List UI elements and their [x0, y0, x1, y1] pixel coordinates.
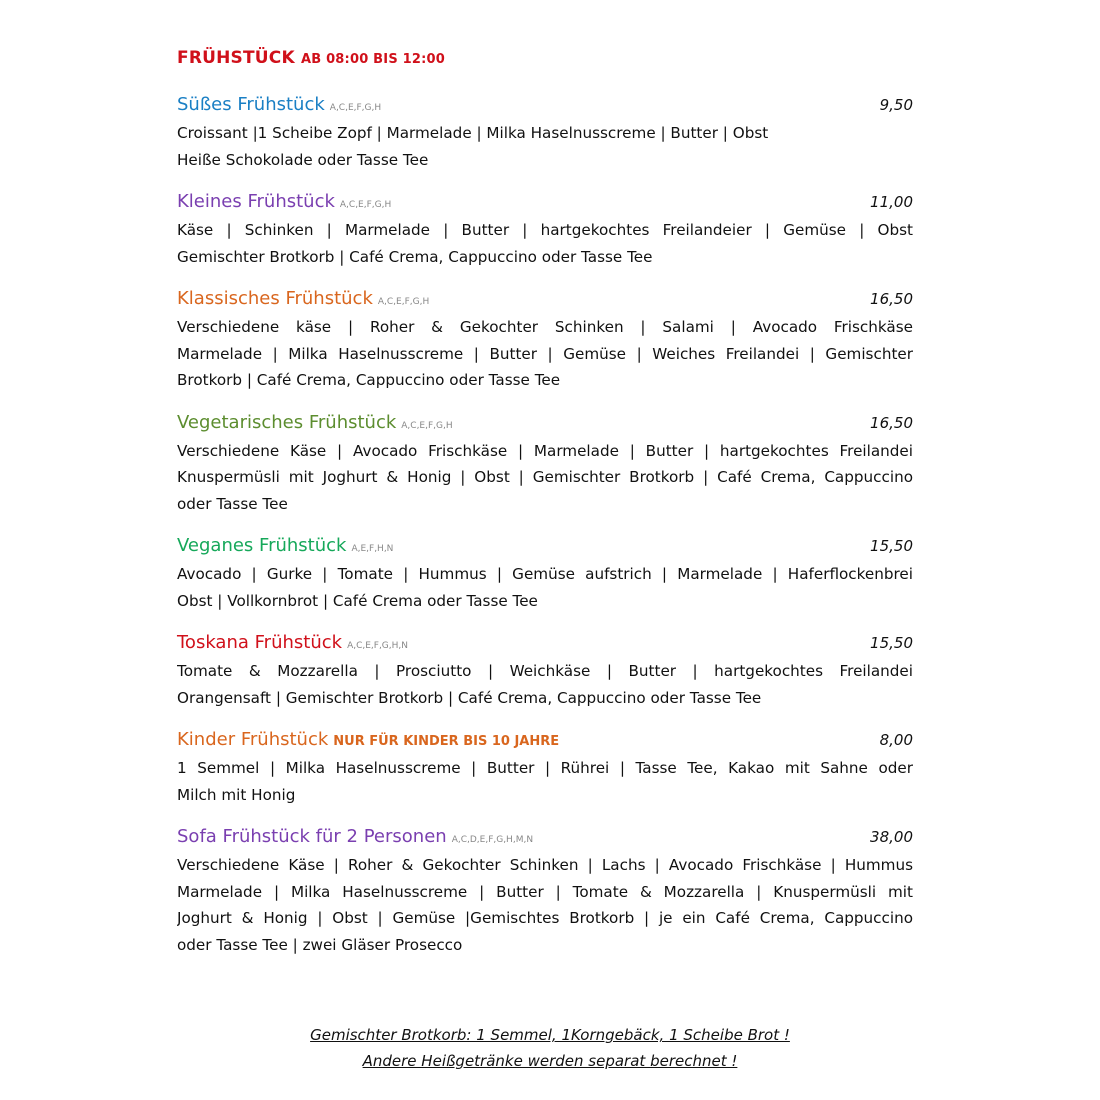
menu-item-name: Toskana Frühstück — [177, 632, 343, 653]
menu-item-kinder-fruehstueck — [177, 729, 913, 808]
menu-item-allergens: A,E,F,H,N — [351, 544, 394, 554]
menu-item-description — [177, 438, 913, 518]
description-line: Milch mit Honig — [177, 785, 296, 804]
description-line: oder Tasse Tee — [177, 494, 288, 513]
menu-footer — [0, 1022, 1100, 1074]
description-line: Croissant |1 Scheibe Zopf | Marmelade | Milka Haselnusscreme | Butter | Obst — [177, 124, 769, 142]
menu-item-title — [177, 826, 533, 847]
menu-item-kleines-fruehstueck — [177, 191, 913, 270]
menu-item-suesses-fruehstueck — [177, 94, 913, 173]
menu-item-description — [177, 561, 913, 614]
description-line: Avocado | Gurke | Tomate | Hummus | Gemüse aufstrich | Marmelade | Haferflockenbrei — [177, 565, 913, 583]
menu-item-name: Sofa Frühstück für 2 Personen — [177, 826, 447, 847]
menu-item-price: 15,50 — [870, 634, 913, 652]
menu-item-age-note: NUR FÜR KINDER BIS 10 JAHRE — [333, 734, 560, 749]
description-line: Obst | Vollkornbrot | Café Crema oder Tasse Tee — [177, 591, 538, 610]
description-line: Verschiedene käse | Roher & Gekochter Schinken | Salami | Avocado Frischkäse — [177, 318, 913, 336]
description-line: Knuspermüsli mit Joghurt & Honig | Obst | Gemischter Brotkorb | Café Crema, Cappuccino — [177, 468, 913, 486]
menu-item-price: 8,00 — [879, 731, 913, 749]
menu-item-name: Veganes Frühstück — [177, 535, 347, 556]
menu-item-price: 9,50 — [879, 96, 913, 114]
description-line: Marmelade | Milka Haselnusscreme | Butter | Gemüse | Weiches Freilandei | Gemischter — [177, 344, 913, 363]
description-line: Brotkorb | Café Crema, Cappuccino oder Tasse Tee — [177, 371, 561, 389]
description-line: oder Tasse Tee | zwei Gläser Prosecco — [177, 935, 463, 954]
description-line: Gemischter Brotkorb | Café Crema, Cappuccino oder Tasse Tee — [177, 247, 653, 266]
description-line: Orangensaft | Gemischter Brotkorb | Café Crema, Cappuccino oder Tasse Tee — [177, 688, 762, 707]
menu-item-name: Kleines Frühstück — [177, 191, 335, 212]
footer-bread-basket-note: Gemischter Brotkorb: 1 Semmel, 1Korngebäck, 1 Scheibe Brot ! — [310, 1026, 790, 1044]
menu-item-price: 16,50 — [870, 290, 913, 308]
menu-item-description — [177, 852, 913, 958]
menu-item-toskana-fruehstueck — [177, 632, 913, 711]
description-line: Joghurt & Honig | Obst | Gemüse |Gemischtes Brotkorb | je ein Café Crema, Cappuccino — [177, 909, 913, 927]
menu-item-name: Klassisches Frühstück — [177, 288, 373, 309]
menu-item-header — [177, 632, 913, 658]
menu-item-header — [177, 729, 913, 755]
menu-item-name: Kinder Frühstück — [177, 729, 329, 750]
menu-item-allergens: A,C,E,F,G,H,N — [347, 641, 409, 651]
menu-item-description — [177, 755, 913, 808]
menu-item-allergens: A,C,E,F,G,H — [377, 297, 430, 307]
menu-item-header — [177, 191, 913, 217]
description-line: Verschiedene Käse | Roher & Gekochter Schinken | Lachs | Avocado Frischkäse | Hummus — [177, 856, 913, 874]
menu-item-veganes-fruehstueck — [177, 535, 913, 614]
description-line: Heiße Schokolade oder Tasse Tee — [177, 150, 429, 169]
menu-item-description — [177, 217, 913, 270]
footer-hot-drinks-note: Andere Heißgetränke werden separat berechnet ! — [362, 1052, 738, 1070]
menu-item-klassisches-fruehstueck — [177, 288, 913, 394]
menu-item-description — [177, 658, 913, 711]
menu-item-title — [177, 94, 381, 115]
menu-item-title — [177, 632, 408, 653]
menu-item-description — [177, 314, 913, 394]
menu-item-header — [177, 288, 913, 314]
menu-item-description — [177, 120, 913, 173]
description-line: Käse | Schinken | Marmelade | Butter | hartgekochtes Freilandeier | Gemüse | Obst — [177, 221, 913, 239]
menu-item-title — [177, 412, 453, 433]
menu-item-price: 15,50 — [870, 537, 913, 555]
menu-item-sofa-fruehstueck — [177, 826, 913, 958]
description-line: Marmelade | Milka Haselnusscreme | Butter | Tomate & Mozzarella | Knuspermüsli mit — [177, 882, 913, 901]
menu-item-allergens: A,C,E,F,G,H — [339, 200, 392, 210]
description-line: Verschiedene Käse | Avocado Frischkäse | Marmelade | Butter | hartgekochtes Freilandei — [177, 441, 913, 460]
menu-item-vegetarisches-fruehstueck — [177, 412, 913, 518]
menu-item-allergens: A,C,E,F,G,H — [329, 103, 382, 113]
menu-title — [177, 48, 913, 68]
menu-item-title — [177, 288, 429, 309]
menu-item-allergens: A,C,D,E,F,G,H,M,N — [451, 835, 534, 845]
menu-item-allergens: A,C,E,F,G,H — [401, 420, 453, 431]
menu-item-price: 16,50 — [870, 413, 913, 432]
menu-item-name: Süßes Frühstück — [177, 94, 325, 115]
menu-item-header — [177, 412, 913, 438]
menu-item-header — [177, 826, 913, 852]
menu-item-header — [177, 535, 913, 561]
menu-title-hours: AB 08:00 BIS 12:00 — [300, 52, 445, 67]
description-line: 1 Semmel | Milka Haselnusscreme | Butter | Rührei | Tasse Tee, Kakao mit Sahne oder — [177, 759, 913, 777]
menu-item-price: 38,00 — [870, 828, 913, 846]
menu-title-main: FRÜHSTÜCK — [177, 48, 295, 68]
menu-item-title — [177, 191, 391, 212]
description-line: Tomate & Mozzarella | Prosciutto | Weichkäse | Butter | hartgekochtes Freilandei — [177, 662, 913, 680]
menu-item-title — [177, 535, 393, 556]
menu-item-header — [177, 94, 913, 120]
menu-page — [177, 48, 913, 976]
menu-item-title — [177, 729, 559, 750]
menu-item-name: Vegetarisches Frühstück — [177, 411, 397, 433]
menu-item-price: 11,00 — [870, 193, 913, 211]
